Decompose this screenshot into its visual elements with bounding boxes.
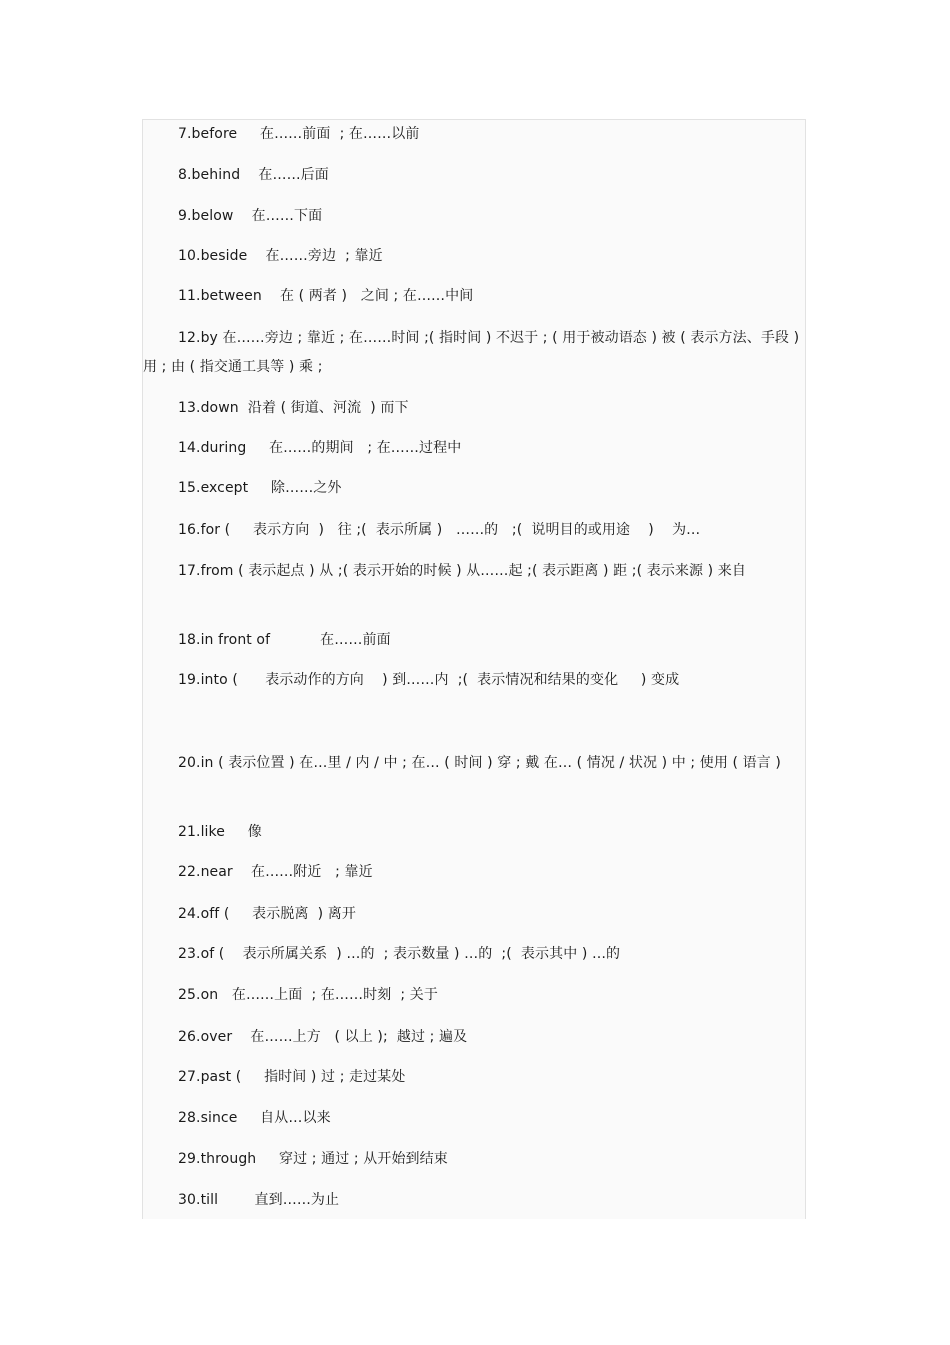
list-item: 30.till 直到……为止 (178, 1192, 340, 1208)
list-item: 19.into ( 表示动作的方向 ) 到……内 ;( 表示情况和结果的变化 ) 变成 (178, 672, 680, 688)
list-item: 8.behind 在……后面 (178, 167, 329, 183)
list-item: 21.like 像 (178, 824, 262, 840)
list-item: 24.off ( 表示脱离 ) 离开 (178, 906, 356, 922)
list-item: 29.through 穿过 ; 通过 ; 从开始到结束 (178, 1151, 448, 1167)
list-item: 25.on 在……上面 ; 在……时刻 ; 关于 (178, 987, 438, 1003)
list-item: 14.during 在……的期间 ; 在……过程中 (178, 440, 462, 456)
list-item: 26.over 在……上方 ( 以上 ); 越过 ; 遍及 (178, 1029, 468, 1045)
list-item: 23.of ( 表示所属关系 ) …的 ; 表示数量 ) …的 ;( 表示其中 ) …的 (178, 946, 621, 962)
list-item: 12.by 在……旁边 ; 靠近 ; 在……时间 ;( 指时间 ) 不迟于 ; ( 用于被动语态 ) 被 ( 表示方法、手段 ) 用 ; 由 ( 指交通工具等 ) 乘 ; (143, 330, 800, 375)
list-item: 17.from ( 表示起点 ) 从 ;( 表示开始的时候 ) 从……起 ;( 表示距离 ) 距 ;( 表示来源 ) 来自 (178, 563, 746, 579)
list-item: 27.past ( 指时间 ) 过 ; 走过某处 (178, 1069, 406, 1085)
list-item: 9.below 在……下面 (178, 208, 323, 224)
content-panel (142, 119, 806, 1219)
list-item: 28.since 自从…以来 (178, 1110, 331, 1126)
list-item: 16.for ( 表示方向 ) 往 ;( 表示所属 ) ……的 ;( 说明目的或用途 ) 为… (178, 522, 701, 538)
list-item: 7.before 在……前面 ; 在……以前 (178, 126, 420, 142)
list-item: 22.near 在……附近 ; 靠近 (178, 864, 373, 880)
list-item: 13.down 沿着 ( 街道、河流 ) 而下 (178, 400, 409, 416)
list-item: 20.in ( 表示位置 ) 在…里 / 内 / 中 ; 在… ( 时间 ) 穿 ; 戴 在… ( 情况 / 状况 ) 中 ; 使用 ( 语言 ) (178, 755, 781, 771)
list-item: 15.except 除……之外 (178, 480, 342, 496)
list-item: 18.in front of 在……前面 (178, 632, 391, 648)
list-item: 10.beside 在……旁边 ; 靠近 (178, 248, 383, 264)
list-item: 11.between 在 ( 两者 ) 之间 ; 在……中间 (178, 288, 474, 304)
